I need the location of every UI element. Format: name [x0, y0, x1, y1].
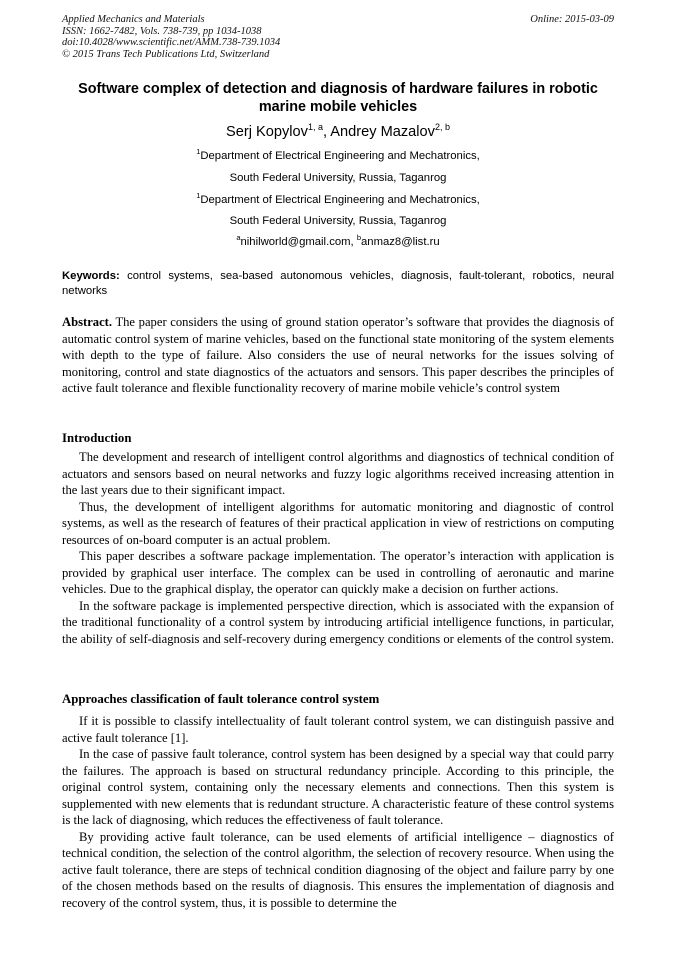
- affiliation-2-line-2: South Federal University, Russia, Taganrog: [229, 215, 447, 227]
- approaches-paragraph-1: If it is possible to classify intellectuality of fault tolerant control system, we can distinguish passive and active fault tolerance [1].: [62, 714, 614, 745]
- approaches-body: [62, 713, 614, 911]
- journal-header: [62, 14, 392, 60]
- keywords: [62, 269, 614, 298]
- approaches-paragraph-3: By providing active fault tolerance, can be used elements of artificial intelligence – diagnostics of technical condition, the selection of the control algorithm, the selection of recovery resource. When using the active fault tolerance, there are steps of technical condition diagnosing of the object and failure parry by one of the chosen methods based on the results of diagnosis. This ensures the implementation of diagnosis and recovery of the control system, thus, it is possible to determine the: [62, 829, 614, 910]
- introduction-heading: Introduction: [62, 431, 132, 445]
- copyright-line: © 2015 Trans Tech Publications Ltd, Switzerland: [62, 48, 270, 60]
- paper-title: Software complex of detection and diagnosis of hardware failures in robotic marine mobile vehicles: [78, 81, 598, 115]
- keywords-text: control systems, sea-based autonomous vehicles, diagnosis, fault-tolerant, robotics, neural networks: [62, 270, 614, 297]
- author-1-sup: 1, a: [307, 122, 323, 133]
- author-separator: ,: [322, 124, 331, 140]
- author-2-name: Andrey Mazalov: [330, 124, 435, 140]
- intro-paragraph-4: In the software package is implemented perspective direction, which is associated with the expansion of the traditional functionality of a control system by introducing artificial intelligence functions, in particular, the ability of self-diagnosis and self-recovery during emergency conditions or elements of the control system.: [62, 598, 614, 646]
- introduction-body: [62, 449, 614, 647]
- email-a: nihilworld@gmail.com,: [240, 236, 357, 248]
- email-line: [62, 235, 614, 249]
- author-1-name: Serj Kopylov: [226, 124, 308, 140]
- approaches-heading: Approaches classification of fault tolerance control system: [62, 692, 380, 706]
- abstract: [62, 314, 614, 397]
- intro-paragraph-3: This paper describes a software package implementation. The operator’s interaction with application is provided by graphical user interface. The complex can be used in controlling of aeronautic and marine vehicles. Due to the graphical display, the operator can quickly make a decision on further actions.: [62, 549, 614, 596]
- affiliation-2-line-1: [62, 193, 614, 207]
- online-date: Online: 2015-03-09: [530, 14, 614, 25]
- affiliation-1-sup: 1: [196, 147, 201, 157]
- affiliation-1-line-2: South Federal University, Russia, Taganrog: [229, 172, 447, 184]
- journal-name: Applied Mechanics and Materials: [62, 14, 205, 25]
- affiliation-2-text: Department of Electrical Engineering and Mechatronics,: [200, 194, 480, 206]
- approaches-paragraph-2: In the case of passive fault tolerance, control system has been designed by a special way that could parry the failures. The approach is based on structural redundancy principle. According to this principle, the original control system, containing only the necessary elements and connections. Then this system is supplemented with new elements that is redundant structure. A characteristic feature of these control systems is the lack of diagnosing, which reduces the effectiveness of fault tolerance.: [62, 747, 614, 827]
- author-2-sup: 2, b: [434, 122, 450, 133]
- doi-line: doi:10.4028/www.scientific.net/AMM.738-739.1034: [62, 37, 281, 48]
- issn-line: ISSN: 1662-7482, Vols. 738-739, pp 1034-1038: [62, 25, 262, 37]
- email-a-sup: a: [236, 233, 241, 243]
- intro-paragraph-1: The development and research of intelligent control algorithms and diagnostics of technical condition of actuators and sensors based on neural networks and fuzzy logic algorithms received increasing attention in the last years due to their significant impact.: [62, 450, 614, 497]
- affiliation-1-line-1: [62, 149, 614, 163]
- email-b: anmaz8@list.ru: [361, 236, 440, 248]
- affiliation-1-text: Department of Electrical Engineering and Mechatronics,: [200, 150, 480, 162]
- abstract-label: Abstract.: [62, 315, 113, 329]
- author-list: [62, 123, 614, 141]
- keywords-label: Keywords:: [62, 270, 120, 282]
- intro-paragraph-2: Thus, the development of intelligent algorithms for automatic monitoring and diagnostic of control systems, as well as the research of features of their practical application in view of restrictions on computing resources of on-board computer is an actual problem.: [62, 499, 614, 547]
- affiliation-2-sup: 1: [196, 191, 201, 201]
- abstract-text: The paper considers the using of ground station operator’s software that provides the diagnosis of automatic control system of marine vehicles, based on the functional state monitoring of the system elements with depth to the type of failure. Also considers the use of neural networks for the issues solving of monitoring, control and state diagnostics of the actuators and sensors. This paper describes the principles of active fault tolerance and flexible functionality recovery of marine mobile vehicle’s control system: [62, 315, 614, 395]
- email-b-sup: b: [356, 233, 361, 243]
